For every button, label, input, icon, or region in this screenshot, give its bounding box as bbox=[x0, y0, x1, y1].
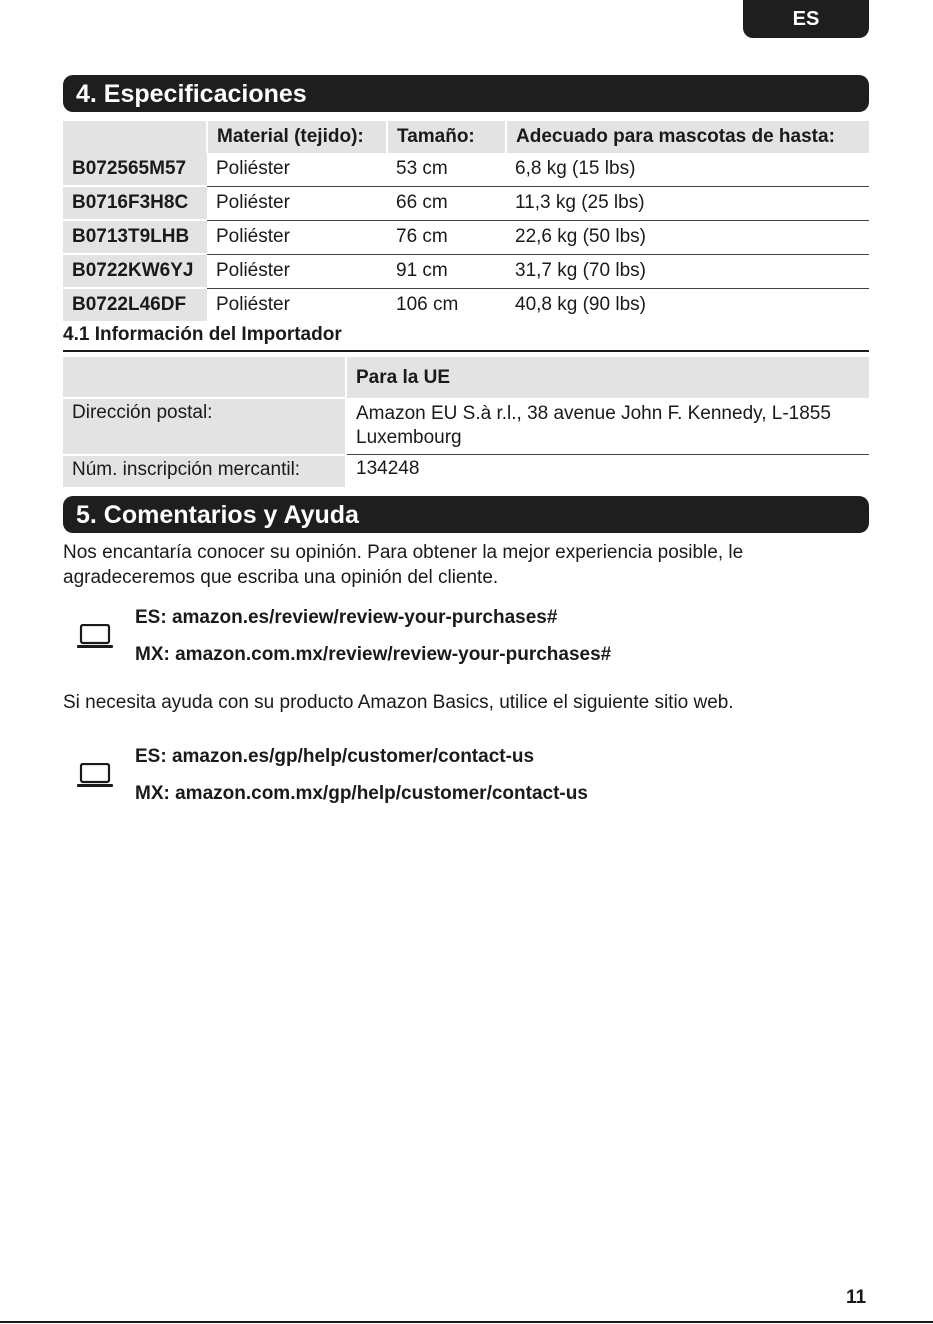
table-row bbox=[63, 455, 869, 488]
help-link-es[interactable]: ES: amazon.es/gp/help/customer/contact-us bbox=[135, 746, 535, 767]
product-code: B0722KW6YJ bbox=[63, 254, 207, 288]
importer-info-heading: 4.1 Información del Importador bbox=[63, 322, 869, 352]
table-header-row bbox=[63, 357, 869, 398]
page-number: 11 bbox=[846, 1287, 867, 1308]
table-row bbox=[63, 254, 869, 288]
header-cell-blank bbox=[63, 357, 346, 398]
size-cell: 91 cm bbox=[387, 254, 506, 288]
product-code: B0716F3H8C bbox=[63, 186, 207, 220]
material-cell: Poliéster bbox=[207, 153, 387, 186]
table-row bbox=[63, 398, 869, 455]
table-header-row bbox=[63, 121, 869, 153]
size-cell: 76 cm bbox=[387, 220, 506, 254]
address-label: Dirección postal: bbox=[63, 398, 346, 455]
table-row bbox=[63, 153, 869, 186]
help-text: Si necesita ayuda con su producto Amazon Basics, utilice el siguiente sitio web. bbox=[63, 692, 734, 713]
feedback-intro: Nos encantaría conocer su opinión. Para obtener la mejor experiencia posible, le agradeceremos que escriba una opinión del cliente. bbox=[63, 542, 744, 588]
help-link-mx[interactable]: MX: amazon.com.mx/gp/help/customer/contact-us bbox=[135, 783, 588, 804]
product-code: B0713T9LHB bbox=[63, 220, 207, 254]
registry-value: 134248 bbox=[356, 458, 420, 479]
header-cell: Tamaño: bbox=[387, 121, 506, 153]
laptop-icon bbox=[77, 624, 113, 650]
review-link-es[interactable]: ES: amazon.es/review/review-your-purchases# bbox=[135, 607, 558, 628]
importer-table bbox=[63, 357, 869, 487]
size-cell: 106 cm bbox=[396, 294, 459, 316]
language-tab: ES bbox=[743, 0, 869, 38]
weight-cell: 22,6 kg (50 lbs) bbox=[506, 220, 869, 254]
weight-cell: 6,8 kg (15 lbs) bbox=[506, 153, 869, 186]
header-cell: Adecuado para mascotas de hasta: bbox=[506, 121, 869, 153]
header-cell: Material (tejido): bbox=[207, 121, 387, 153]
table-row bbox=[63, 288, 869, 322]
material-cell: Poliéster bbox=[207, 186, 387, 220]
registry-label: Núm. inscripción mercantil: bbox=[63, 455, 346, 488]
material-cell: Poliéster bbox=[207, 220, 387, 254]
product-code: B072565M57 bbox=[63, 153, 207, 186]
material-cell: Poliéster bbox=[207, 254, 387, 288]
table-row bbox=[63, 186, 869, 220]
weight-cell: 31,7 kg (70 lbs) bbox=[506, 254, 869, 288]
specifications-table bbox=[63, 121, 869, 323]
section-4-title: 4. Especificaciones bbox=[63, 75, 869, 112]
weight-cell: 40,8 kg (90 lbs) bbox=[515, 294, 646, 316]
laptop-icon bbox=[77, 763, 113, 789]
section-5-title: 5. Comentarios y Ayuda bbox=[63, 496, 869, 533]
review-link-mx[interactable]: MX: amazon.com.mx/review/review-your-purchases# bbox=[135, 644, 612, 665]
material-cell: Poliéster bbox=[216, 294, 290, 316]
header-cell: Para la UE bbox=[346, 357, 869, 398]
product-code: B0722L46DF bbox=[63, 288, 207, 322]
header-cell bbox=[63, 121, 207, 153]
footer-rule bbox=[0, 1321, 933, 1323]
table-row bbox=[63, 220, 869, 254]
size-cell: 66 cm bbox=[387, 186, 506, 220]
weight-cell: 11,3 kg (25 lbs) bbox=[506, 186, 869, 220]
size-cell: 53 cm bbox=[387, 153, 506, 186]
address-value: Amazon EU S.à r.l., 38 avenue John F. Kennedy, L-1855 Luxembourg bbox=[346, 398, 869, 455]
